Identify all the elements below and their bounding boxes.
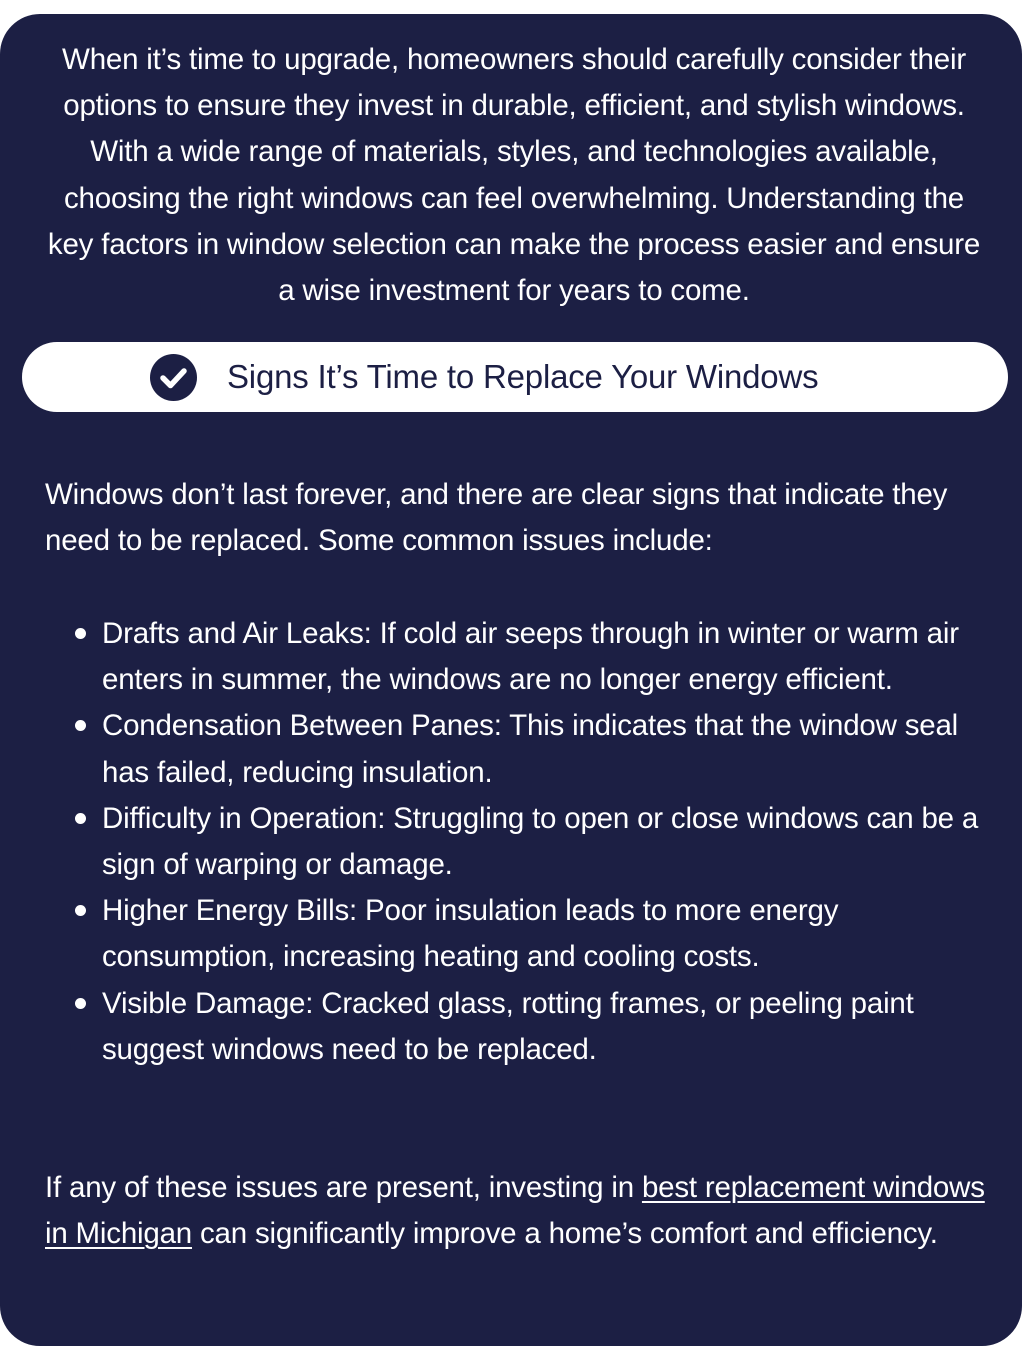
list-item [0, 796, 990, 888]
intro-paragraph: When it’s time to upgrade, homeowners should carefully consider their options to ensure they invest in durable, efficient, and stylish windows. With a wide range of materials, styles, and technologies available, choosing the right windows can feel overwhelming. Understanding the key factors in window selection can make the process easier and ensure a wise investment for years to come. [47, 43, 981, 308]
bullet-dot [75, 628, 86, 639]
bullet-dot [75, 813, 86, 824]
closing-paragraph [45, 1165, 985, 1257]
issue-title: Higher Energy Bills: [102, 894, 366, 928]
check-circle-icon [150, 354, 197, 401]
issue-description: Poor insulation leads to more energy consumption, increasing heating and cooling costs. [102, 894, 839, 974]
issue-description: Cracked glass, rotting frames, or peeling paint suggest windows need to be replaced. [102, 986, 914, 1066]
closing-text-after: can significantly improve a home’s comfort and efficiency. [192, 1217, 938, 1251]
bullet-dot [75, 905, 86, 916]
list-item [0, 981, 990, 1073]
issue-title: Condensation Between Panes: [102, 709, 502, 743]
list-item [0, 611, 990, 703]
section-heading-pill [22, 342, 1008, 412]
bullet-dot [75, 998, 86, 1009]
section-title: Signs It’s Time to Replace Your Windows [227, 358, 819, 395]
issue-description: Struggling to open or close windows can be a sign of warping or damage. [102, 801, 979, 882]
closing-text-before: If any of these issues are present, investing in [45, 1171, 642, 1204]
issue-description: This indicates that the window seal has failed, reducing insulation. [102, 709, 959, 789]
replacement-windows-link[interactable]: best replacement windows in Michigan [45, 1171, 985, 1251]
content-card [0, 14, 1022, 1346]
issue-title: Difficulty in Operation: [102, 801, 386, 835]
issue-description: If cold air seeps through in winter or warm air enters in summer, the windows are no longer energy efficient. [102, 617, 959, 697]
issue-title: Visible Damage: [102, 986, 314, 1020]
list-item [0, 888, 990, 980]
lead-paragraph: Windows don’t last forever, and there are clear signs that indicate they need to be replaced. Some common issues include: [45, 478, 948, 558]
issue-title: Drafts and Air Leaks: [102, 617, 380, 650]
bullet-dot [75, 720, 86, 731]
list-item [0, 703, 990, 795]
issues-list [0, 611, 990, 1073]
